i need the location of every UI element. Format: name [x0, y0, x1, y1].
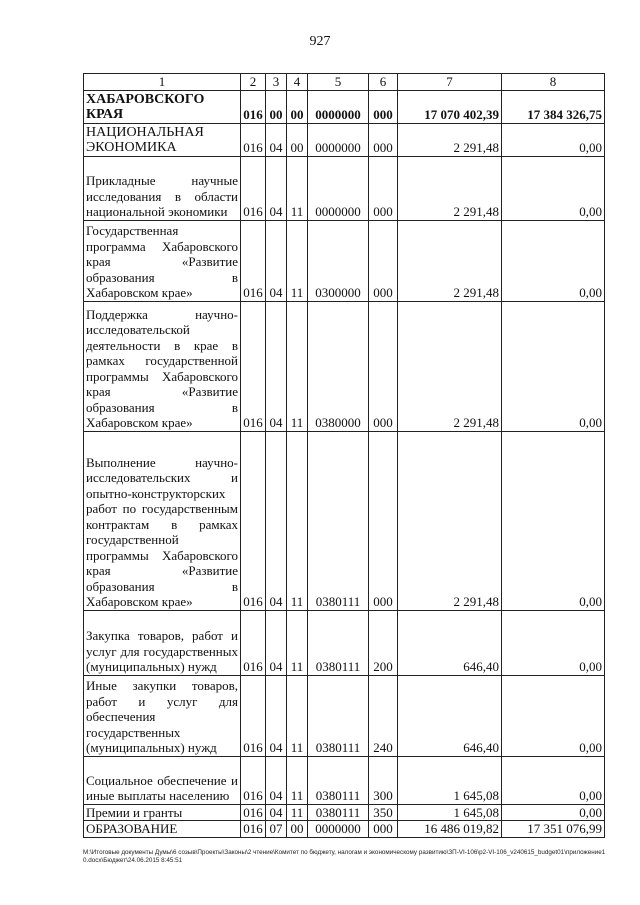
cell-pr: 11	[287, 301, 308, 431]
cell-amount-2: 0,00	[502, 220, 605, 301]
cell-rz: 04	[266, 756, 287, 804]
cell-pr: 11	[287, 804, 308, 821]
row-name: Поддержка научно-исследовательской деятельности в крае в рамках государственной программы Хабаровского края «Развитие образования в Хабаровском крае»	[84, 301, 241, 431]
header-cell: 2	[241, 74, 266, 91]
table-row	[84, 220, 605, 301]
cell-glav: 016	[241, 156, 266, 220]
table-row	[84, 431, 605, 610]
cell-amount-1: 646,40	[398, 610, 502, 675]
cell-glav: 016	[241, 821, 266, 838]
cell-amount-2: 0,00	[502, 610, 605, 675]
table-row	[84, 610, 605, 675]
row-name: Государственная программа Хабаровского края «Развитие образования в Хабаровском крае»	[84, 220, 241, 301]
header-cell: 8	[502, 74, 605, 91]
cell-amount-1: 646,40	[398, 675, 502, 756]
header-row	[84, 74, 605, 91]
cell-pr: 11	[287, 220, 308, 301]
cell-csr: 0000000	[308, 821, 369, 838]
cell-vr: 000	[369, 90, 398, 123]
header-cell: 6	[369, 74, 398, 91]
row-name: Прикладные научные исследования в области национальной экономики	[84, 156, 241, 220]
cell-amount-1: 2 291,48	[398, 156, 502, 220]
cell-pr: 11	[287, 610, 308, 675]
cell-csr: 0000000	[308, 90, 369, 123]
page-number: 927	[309, 34, 331, 49]
row-name: Закупка товаров, работ и услуг для государственных (муниципальных) нужд	[84, 610, 241, 675]
header-cell: 3	[266, 74, 287, 91]
row-name: ОБРАЗОВАНИЕ	[84, 821, 241, 838]
cell-glav: 016	[241, 301, 266, 431]
cell-rz: 04	[266, 431, 287, 610]
cell-glav: 016	[241, 90, 266, 123]
cell-pr: 00	[287, 821, 308, 838]
table-row	[84, 821, 605, 838]
cell-vr: 350	[369, 804, 398, 821]
cell-vr: 300	[369, 756, 398, 804]
cell-vr: 000	[369, 301, 398, 431]
row-name: НАЦИОНАЛЬНАЯ ЭКОНОМИКА	[84, 123, 241, 156]
table-row	[84, 756, 605, 804]
table-row	[84, 123, 605, 156]
cell-amount-1: 2 291,48	[398, 301, 502, 431]
cell-rz: 04	[266, 804, 287, 821]
cell-csr: 0380000	[308, 301, 369, 431]
row-name: Премии и гранты	[84, 804, 241, 821]
header-cell: 5	[308, 74, 369, 91]
cell-vr: 240	[369, 675, 398, 756]
cell-amount-2: 0,00	[502, 756, 605, 804]
cell-glav: 016	[241, 123, 266, 156]
header-cell: 4	[287, 74, 308, 91]
cell-glav: 016	[241, 610, 266, 675]
footer-file-path: M:\Итоговые документы Думы\6 созыв\Проекты\Законы\2 чтение\Комитет по бюджету, налогам и экономическому развитию\ЗП-VI-106\р2-VI-106_v240615_budget01\приложение10.docx\Бюджет\24.06.2015 8:45:51	[83, 849, 606, 864]
cell-amount-2: 0,00	[502, 675, 605, 756]
cell-vr: 000	[369, 431, 398, 610]
cell-csr: 0300000	[308, 220, 369, 301]
cell-csr: 0380111	[308, 675, 369, 756]
cell-rz: 04	[266, 301, 287, 431]
cell-rz: 04	[266, 220, 287, 301]
cell-glav: 016	[241, 220, 266, 301]
cell-rz: 07	[266, 821, 287, 838]
cell-pr: 11	[287, 675, 308, 756]
cell-csr: 0000000	[308, 156, 369, 220]
cell-rz: 04	[266, 610, 287, 675]
cell-rz: 00	[266, 90, 287, 123]
table-row	[84, 804, 605, 821]
cell-amount-2: 0,00	[502, 156, 605, 220]
cell-pr: 11	[287, 756, 308, 804]
cell-amount-1: 2 291,48	[398, 431, 502, 610]
cell-amount-2: 0,00	[502, 301, 605, 431]
cell-vr: 000	[369, 220, 398, 301]
table-row	[84, 675, 605, 756]
cell-glav: 016	[241, 675, 266, 756]
budget-table	[83, 73, 605, 838]
header-cell: 1	[84, 74, 241, 91]
header-cell: 7	[398, 74, 502, 91]
row-name: Социальное обеспечение и иные выплаты населению	[84, 756, 241, 804]
cell-pr: 00	[287, 90, 308, 123]
cell-csr: 0380111	[308, 804, 369, 821]
row-name: Выполнение научно-исследовательских и опытно-конструкторских работ по государственным контрактам в рамках государственной программы Хабаровского края «Развитие образования в Хабаровском крае»	[84, 431, 241, 610]
cell-rz: 04	[266, 675, 287, 756]
cell-pr: 11	[287, 431, 308, 610]
cell-amount-2: 17 351 076,99	[502, 821, 605, 838]
cell-amount-1: 16 486 019,82	[398, 821, 502, 838]
row-name: ХАБАРОВСКОГО КРАЯ	[84, 90, 241, 123]
cell-glav: 016	[241, 756, 266, 804]
table-row	[84, 301, 605, 431]
cell-amount-2: 17 384 326,75	[502, 90, 605, 123]
row-name: Иные закупки товаров, работ и услуг для обеспечения государственных (муниципальных) нужд	[84, 675, 241, 756]
cell-amount-1: 2 291,48	[398, 220, 502, 301]
cell-rz: 04	[266, 123, 287, 156]
table-row	[84, 156, 605, 220]
cell-amount-2: 0,00	[502, 123, 605, 156]
cell-amount-2: 0,00	[502, 431, 605, 610]
cell-amount-1: 17 070 402,39	[398, 90, 502, 123]
cell-csr: 0380111	[308, 610, 369, 675]
cell-vr: 200	[369, 610, 398, 675]
cell-vr: 000	[369, 156, 398, 220]
cell-pr: 11	[287, 156, 308, 220]
cell-amount-1: 1 645,08	[398, 804, 502, 821]
cell-pr: 00	[287, 123, 308, 156]
cell-rz: 04	[266, 156, 287, 220]
cell-amount-1: 2 291,48	[398, 123, 502, 156]
cell-csr: 0380111	[308, 756, 369, 804]
table-row	[84, 90, 605, 123]
cell-csr: 0000000	[308, 123, 369, 156]
cell-glav: 016	[241, 804, 266, 821]
cell-glav: 016	[241, 431, 266, 610]
cell-vr: 000	[369, 821, 398, 838]
cell-amount-2: 0,00	[502, 804, 605, 821]
cell-vr: 000	[369, 123, 398, 156]
cell-amount-1: 1 645,08	[398, 756, 502, 804]
cell-csr: 0380111	[308, 431, 369, 610]
